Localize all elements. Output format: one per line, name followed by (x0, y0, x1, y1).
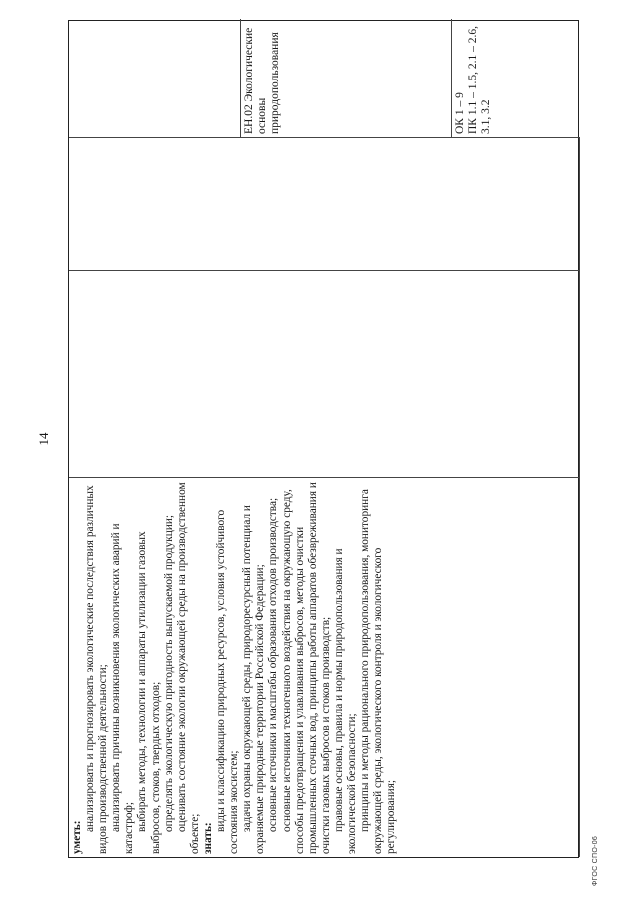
competencies-cell (452, 19, 580, 137)
znat-label: знать: (201, 822, 214, 854)
footer (592, 806, 604, 886)
discipline-cell (241, 19, 452, 137)
znat-list (215, 480, 398, 854)
knowledge-item: принципы и методы рационального природопользования, мониторинга окружающей среды, экологического контроля и экологического регулирования; (359, 489, 398, 854)
hours-cell-2 (69, 137, 580, 270)
requirements-text (69, 478, 398, 857)
knowledge-item: основные источники техногенного воздействия на окружающую среду, способы предотвращения и улавливания выбросов, методы очистки промышленных сточных вод, принципы работы аппаратов обезвреживания и очистки газовых выбросов и стоков производств; (280, 482, 332, 854)
page-number: 14 (36, 432, 51, 446)
umet-list (84, 480, 202, 854)
competencies-codes (452, 19, 495, 137)
skill-item: оценивать состояние экологии окружающей среды на производственном объекте; (175, 482, 201, 854)
skill-item: выбирать методы, технологии и аппараты утилизации газовых выбросов, стоков, твердых отходов; (136, 531, 162, 854)
discipline-name: ЕН.02 Экологические основы природопользования (243, 27, 281, 134)
umet-label: уметь: (71, 820, 83, 854)
standards-table (68, 20, 579, 858)
knowledge-item: задачи охраны окружающей среды, природоресурсный потенциал и охраняемые природные территории Российской Федерации; (241, 505, 267, 854)
skill-item: определять экологическую пригодность выпускаемой продукции; (162, 514, 175, 832)
rotated-page (28, 20, 580, 858)
footer-code: ФГОС СПО-06 (592, 835, 599, 886)
hours-cell (69, 270, 580, 477)
skill-item: анализировать причины возникновения экологических аварий и катастроф; (110, 523, 136, 854)
competency-line: ПК 1.1 – 1.5, 2.1 – 2.6, 3.1, 3.2 (467, 26, 492, 134)
competency-line: ОК 1 – 9 (454, 92, 466, 134)
knowledge-item: правовые основы, правила и нормы природопользования и экологической безопасности; (332, 548, 358, 854)
page-content (28, 20, 580, 858)
knowledge-item: основные источники и масштабы образования отходов производства; (267, 497, 280, 832)
empty-cell (69, 19, 241, 137)
skill-item: анализировать и прогнозировать экологические последствия различных видов производственной деятельности; (84, 485, 110, 854)
knowledge-item: виды и классификацию природных ресурсов, условия устойчивого состояния экосистем; (215, 509, 241, 854)
requirements-cell (69, 477, 580, 857)
